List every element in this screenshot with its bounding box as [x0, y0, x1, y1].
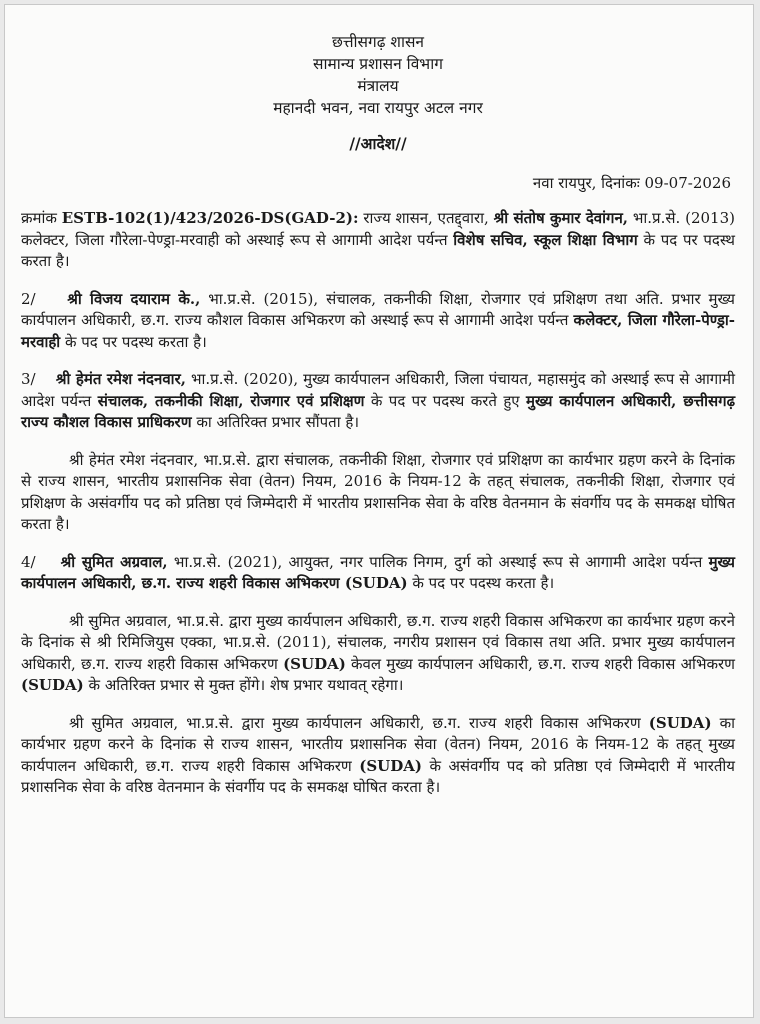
paragraph-text: के पद पर पदस्थ करता है। — [407, 574, 555, 592]
paragraph-number: 3/ — [21, 370, 36, 388]
paragraph-text: भा.प्र.से. (2021), आयुक्त, नगर पालिक निगम, दुर्ग को अस्थाई रूप से आगामी आदेश पर्यन्त — [167, 552, 709, 571]
agency-abbr: (SUDA) — [359, 756, 422, 775]
additional-charge-title: मुख्य कार्यपालन अधिकारी, छत्तीसगढ़ राज्य कौशल विकास प्राधिकरण — [21, 391, 736, 431]
paragraph-number: 4/ — [21, 552, 36, 571]
posting-title: मुख्य कार्यपालन अधिकारी, छ.ग. राज्य शहरी विकास अभिकरण (SUDA) — [21, 552, 736, 592]
place-date: नवा रायपुर, दिनांकः 09-07-2026 — [532, 173, 731, 192]
department-name: सामान्य प्रशासन विभाग — [313, 55, 443, 73]
paragraph-text: के अतिरिक्त प्रभार से मुक्त होंगे। शेष प्रभार यथावत् रहेगा। — [83, 676, 404, 694]
paragraph-text: का कार्यभार ग्रहण करने के दिनांक से राज्य शासन, भारतीय प्रशासनिक सेवा (वेतन) नियम, 2016 के नियम-12 के तहत् मुख्य कार्यपालन अधिकारी, छ.ग. राज्य शहरी विकास अभिकरण — [21, 713, 735, 775]
paragraph-4-relief — [21, 611, 735, 697]
order-number-prefix: क्रमांक — [21, 209, 62, 227]
ministry-name: मंत्रालय — [357, 77, 399, 95]
paragraph-3-declaration: श्री हेमंत रमेश नंदनवार, भा.प्र.से. द्वारा संचालक, तकनीकी शिक्षा, रोजगार एवं प्रशिक्षण का कार्यभार ग्रहण करने के दिनांक से राज्य शासन, भारतीय प्रशासनिक सेवा (वेतन) नियम, 2016 के नियम-12 के तहत् संचालक, तकनीकी शिक्षा, रोजगार एवं प्रशिक्षण के असंवर्गीय पद को प्रतिष्ठा एवं जिम्मेदारी में भारतीय प्रशासनिक सेवा के वरिष्ठ वेतनमान के संवर्गीय पद के समकक्ष घोषित करता है। — [21, 450, 735, 533]
paragraph-text: भा.प्र.से. (2015), संचालक, तकनीकी शिक्षा, रोजगार एवं प्रशिक्षण तथा अति. प्रभार मुख्य कार्यपालन अधिकारी, छ.ग. राज्य कौशल विकास अभिकरण को अस्थाई रूप से आगामी आदेश पर्यन्त — [21, 289, 736, 329]
paragraph-text: केवल मुख्य कार्यपालन अधिकारी, छ.ग. राज्य शहरी विकास अभिकरण — [345, 654, 735, 673]
order-title: //आदेश// — [349, 134, 407, 153]
paragraph-text: के असंवर्गीय पद को प्रतिष्ठा एवं जिम्मेदारी में भारतीय प्रशासनिक सेवा के वरिष्ठ वेतनमान के संवर्गीय पद के समकक्ष घोषित करता है। — [21, 756, 735, 796]
paragraph-text: के पद पर पदस्थ करते हुए — [364, 391, 526, 410]
order-number: ESTB-102(1)/423/2026-DS(GAD-2): — [61, 209, 359, 227]
order-document — [4, 4, 754, 1018]
officer-name: श्री हेमंत रमेश नंदनवार, — [55, 370, 186, 388]
agency-abbr: (SUDA) — [21, 676, 84, 694]
office-address: महानदी भवन, नवा रायपुर अटल नगर — [273, 99, 483, 117]
paragraph-text: भा.प्र.से. (2013) कलेक्टर, जिला गौरेला-पेण्ड्रा-मरवाही को अस्थाई रूप से आगामी आदेश पर्यन्त — [21, 209, 735, 249]
paragraph-text: राज्य शासन, एतद्द्वारा, — [358, 209, 494, 227]
agency-abbr: (SUDA) — [648, 713, 712, 732]
paragraph-number: 2/ — [21, 289, 36, 308]
paragraph-text: श्री सुमित अग्रवाल, भा.प्र.से. द्वारा मुख्य कार्यपालन अधिकारी, छ.ग. राज्य शहरी विकास अभिकरण — [69, 713, 649, 732]
paragraph-text: श्री सुमित अग्रवाल, भा.प्र.से. द्वारा मुख्य कार्यपालन अधिकारी, छ.ग. राज्य शहरी विकास अभिकरण का कार्यभार ग्रहण करने के दिनांक से श्री रिमिजियुस एक्का, भा.प्र.से. (2011), संचालक, नगरीय प्रशासन एवं विकास तथा अति. प्रभार मुख्य कार्यपालन अधिकारी, छ.ग. राज्य शहरी विकास अभिकरण — [21, 611, 735, 673]
agency-abbr: (SUDA) — [283, 654, 346, 673]
paragraph-2 — [21, 289, 735, 354]
paragraph-text: के पद पर पदस्थ करता है। — [21, 230, 735, 270]
officer-name: श्री विजय दयाराम के., — [67, 289, 201, 308]
posting-title: विशेष सचिव, स्कूल शिक्षा विभाग — [453, 230, 638, 249]
officer-name: श्री संतोष कुमार देवांगन, — [493, 209, 629, 227]
paragraph-1 — [21, 208, 735, 273]
posting-title: संचालक, तकनीकी शिक्षा, रोजगार एवं प्रशिक्षण — [97, 391, 365, 410]
govt-name: छत्तीसगढ़ शासन — [331, 33, 425, 51]
paragraph-text: के पद पर पदस्थ करता है। — [60, 332, 207, 351]
paragraph-4 — [21, 552, 735, 595]
paragraph-3 — [21, 369, 735, 434]
paragraph-4-declaration — [21, 713, 735, 799]
letterhead — [21, 31, 735, 119]
paragraph-text: भा.प्र.से. (2020), मुख्य कार्यपालन अधिकारी, जिला पंचायत, महासमुंद को अस्थाई रूप से आगामी आदेश पर्यन्त — [21, 370, 735, 410]
paragraph-text: का अतिरिक्त प्रभार सौंपता है। — [191, 413, 360, 431]
officer-name: श्री सुमित अग्रवाल, — [60, 552, 168, 571]
posting-title: कलेक्टर, जिला गौरेला-पेण्ड्रा-मरवाही — [21, 311, 735, 351]
